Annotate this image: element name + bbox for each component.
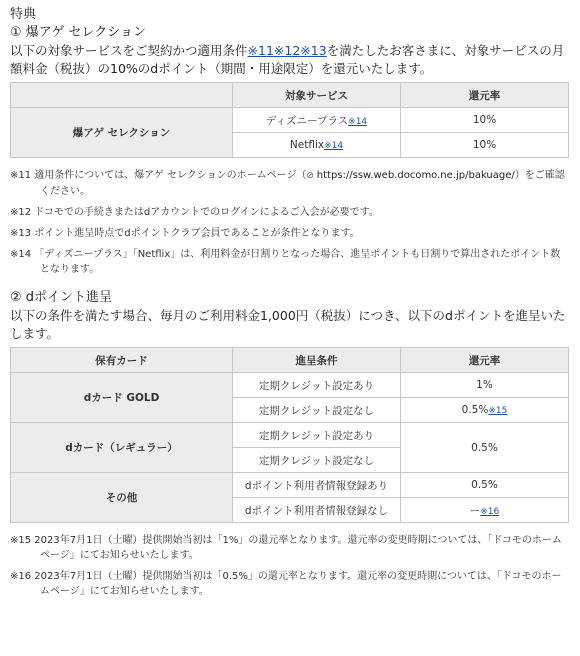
note-text: 2023年7月1日（土曜）提供開始当初は「0.5%」の還元率となります。還元率の変更時期については、「ドコモのホームページ」にてお知らせいたします。 [34, 571, 562, 597]
rate-cell: 1% [401, 373, 569, 398]
section2 [10, 289, 570, 343]
section1-table [10, 82, 569, 158]
note-11 [10, 168, 570, 199]
rate-cell: 10% [401, 133, 569, 158]
condition-cell: 定期クレジット設定なし [233, 448, 401, 473]
note-12 [10, 205, 570, 220]
note-num: ※16 [10, 571, 32, 582]
benefits-heading: 特典 [10, 7, 37, 22]
ref-15-link[interactable]: ※15 [488, 406, 508, 416]
note-num: ※14 [10, 249, 32, 260]
ref-14-link[interactable]: ※14 [348, 116, 368, 127]
table-row [11, 108, 569, 133]
note-text: ）をご確認ください。 [40, 170, 565, 197]
note-14 [10, 247, 570, 277]
notes2 [10, 533, 570, 599]
section1-title: ① 爆アゲ セレクション [10, 25, 147, 40]
service-note-mark [324, 141, 343, 151]
section2-body: 以下の条件を満たす場合、毎月のご利用料金1,000円（税抜）につき、以下のdポイントを進呈いたします。 [10, 308, 566, 341]
card-regular: dカード（レギュラー） [11, 423, 233, 473]
note-text: 2023年7月1日（土曜）提供開始当初は「1%」の還元率となります。還元率の変更時期については、「ドコモのホームページ」にてお知らせいたします。 [34, 535, 562, 561]
rate-cell: 0.5% [401, 473, 569, 498]
section1-body-post: を満たしたお客さまに、対象サービスの月額料金（税抜）の10%のdポイント（期間・用途限定）を還元いたします。 [10, 43, 565, 76]
note-num: ※15 [10, 535, 32, 546]
service-name: Netflix [289, 139, 325, 151]
condition-cell: 定期クレジット設定あり [233, 373, 401, 398]
ref-11-link[interactable]: ※11 [247, 43, 274, 58]
service-cell [233, 108, 401, 133]
condition-cell: dポイント利用者情報登録なし [233, 498, 401, 523]
ref-13-link[interactable]: ※13 [300, 43, 327, 58]
bakuage-url-link[interactable]: https://ssw.web.docomo.ne.jp/bakuage/ [316, 170, 515, 181]
table1-header-blank [11, 83, 233, 108]
section1-body [10, 42, 570, 78]
notes1 [10, 168, 570, 277]
service-cell [233, 133, 401, 158]
table1-rowhead: 爆アゲ セレクション [11, 108, 233, 158]
rate-note-mark [480, 507, 499, 517]
note-text: ドコモでの手続きまたはdアカウントでのログインによるご入会が必要です。 [34, 207, 379, 218]
rate-note-mark [488, 406, 507, 416]
table-row [11, 423, 569, 448]
ref-16-link[interactable]: ※16 [480, 506, 500, 517]
table2-header-condition: 進呈条件 [233, 348, 401, 373]
table2-header-rate: 還元率 [401, 348, 569, 373]
table-row [11, 373, 569, 398]
section2-table [10, 347, 569, 523]
card-other: その他 [11, 473, 233, 523]
ref-12-link[interactable]: ※12 [273, 43, 301, 58]
note-16 [10, 569, 570, 599]
rate-cell [401, 398, 569, 423]
rate-value: ー [469, 504, 481, 517]
note-text: 「ディズニープラス」「Netflix」は、利用料金が日割りとなった場合、進呈ポイントも日割りで算出されたポイント数となります。 [34, 249, 561, 275]
service-note-mark [348, 117, 367, 127]
section1-body-pre: 以下の対象サービスをご契約かつ適用条件 [10, 43, 248, 58]
rate-value: 0.5% [461, 404, 489, 416]
table-row [11, 473, 569, 498]
link-icon: ⊘ [306, 171, 317, 181]
rate-cell [401, 498, 569, 523]
note-num: ※13 [10, 228, 32, 239]
note-text: 適用条件については、爆アゲ セレクションのホームページ（ [34, 170, 307, 181]
note-text: ポイント進呈時点でdポイントクラブ会員であることが条件となります。 [34, 228, 360, 239]
note-num: ※12 [10, 207, 32, 218]
condition-cell: dポイント利用者情報登録あり [233, 473, 401, 498]
condition-cell: 定期クレジット設定なし [233, 398, 401, 423]
table1-header-service: 対象サービス [233, 83, 401, 108]
card-gold: dカード GOLD [11, 373, 233, 423]
section2-title: ② dポイント進呈 [10, 290, 113, 305]
service-name: ディズニープラス [265, 114, 349, 127]
condition-cell: 定期クレジット設定あり [233, 423, 401, 448]
ref-14-link[interactable]: ※14 [324, 141, 344, 151]
table2-header-card: 保有カード [11, 348, 233, 373]
note-15 [10, 533, 570, 563]
table1-header-rate: 還元率 [401, 83, 569, 108]
note-num: ※11 [10, 170, 32, 181]
note-13 [10, 226, 570, 241]
rate-cell: 10% [401, 108, 569, 133]
rate-cell: 0.5% [401, 423, 569, 473]
